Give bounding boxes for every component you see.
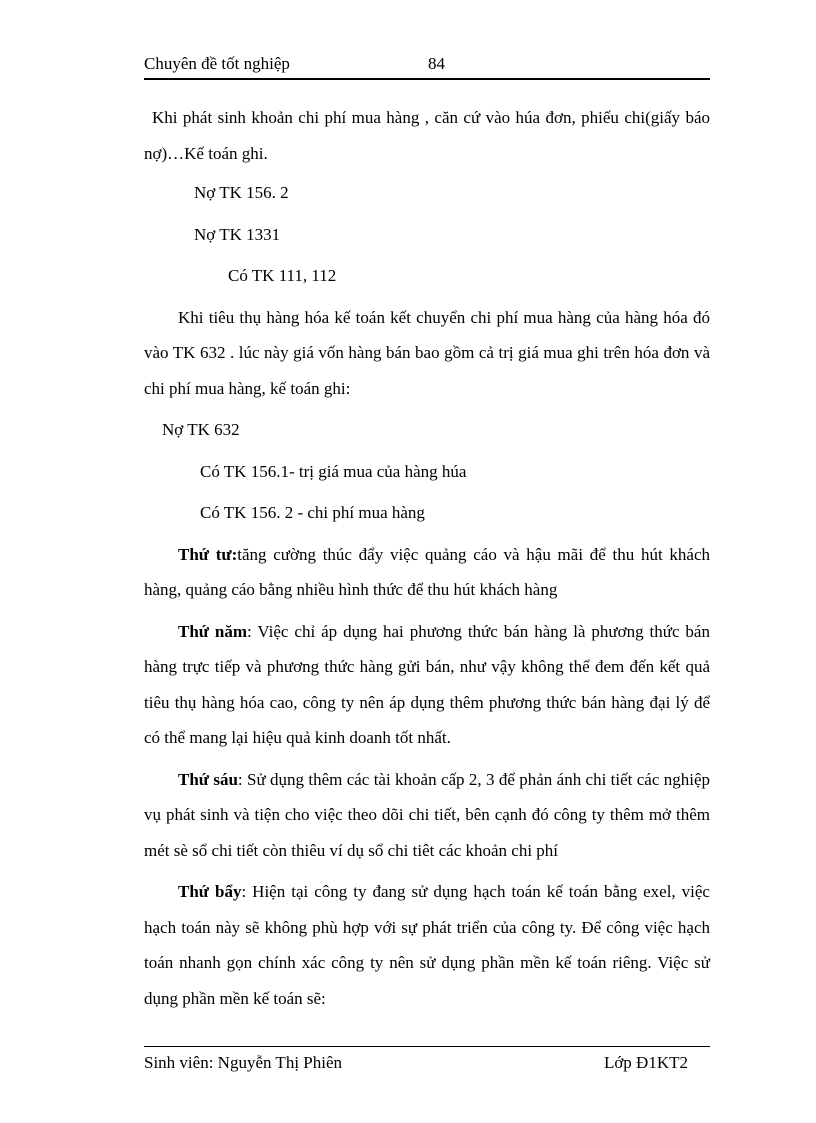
document-title: Chuyên đề tốt nghiệp — [144, 54, 290, 73]
paragraph-text: : Hiện tại công ty đang sử dụng hạch toán kế toán bằng exel, việc hạch toán này sẽ không phù hợp với sự phát triển của công ty. Để công việc hạch toán nhanh gọn chính xác công ty nên sử dụng phần mền kế toán riêng. Việc sử dụng phần mền kế toán sẽ: — [144, 882, 710, 1008]
section-label: Thứ sáu — [178, 769, 238, 789]
page-footer — [144, 1046, 710, 1072]
paragraph — [144, 614, 710, 762]
class-code: Lớp Đ1KT2 — [603, 1053, 688, 1072]
paragraph — [144, 537, 710, 614]
paragraph-text: : Việc chỉ áp dụng hai phương thức bán hàng là phương thức bán hàng trực tiếp và phương thức hàng gửi bán, như vậy không thể đem đến kết quả tiêu thụ hàng hóa cao, công ty nên áp dụng thêm phương thức bán hàng đại lý để có thể mang lại hiệu quả kinh doanh tốt nhất. — [144, 621, 710, 747]
paragraph-text: tăng cường thúc đẩy việc quảng cáo và hậu mãi để thu hút khách hàng, quảng cáo bằng nhiều hình thức để thu hút khách hàng — [144, 544, 710, 599]
paragraph-text: : Sử dụng thêm các tài khoản cấp 2, 3 để phản ánh chi tiết các nghiệp vụ phát sinh và tiện cho việc theo dõi chi tiết, bên cạnh đó công ty thêm mở thêm mét sè sổ chi tiết còn thiêu ví dụ sổ chi tiêt các khoản chi phí — [144, 769, 710, 860]
accounting-entry: Có TK 156. 2 - chi phí mua hàng — [200, 503, 425, 522]
paragraph: Khi phát sinh khoản chi phí mua hàng , căn cứ vào húa đơn, phiếu chi(giấy báo nợ)…Kế toán ghi. — [144, 108, 710, 163]
paragraph: Khi tiêu thụ hàng hóa kế toán kết chuyển chi phí mua hàng của hàng hóa đó vào TK 632 . lúc này giá vốn hàng bán bao gồm cả trị giá mua ghi trên hóa đơn và chi phí mua hàng, kế toán ghi: — [144, 307, 710, 398]
page-header — [144, 52, 710, 80]
section-label: Thứ tư: — [178, 544, 238, 564]
page-number: 84 — [428, 54, 445, 73]
paragraph — [144, 874, 710, 1022]
accounting-entry: Nợ TK 1331 — [194, 224, 281, 244]
section-label: Thứ năm — [178, 621, 248, 641]
paragraph — [144, 762, 710, 875]
accounting-entry: Có TK 111, 112 — [228, 266, 337, 285]
student-name: Sinh viên: Nguyễn Thị Phiên — [144, 1053, 343, 1072]
document-body — [144, 100, 710, 1022]
accounting-entry: Có TK 156.1- trị giá mua của hàng húa — [200, 461, 467, 481]
accounting-entry: Nợ TK 156. 2 — [194, 183, 289, 202]
section-label: Thứ bẩy — [178, 882, 242, 901]
accounting-entry: Nợ TK 632 — [162, 420, 240, 439]
